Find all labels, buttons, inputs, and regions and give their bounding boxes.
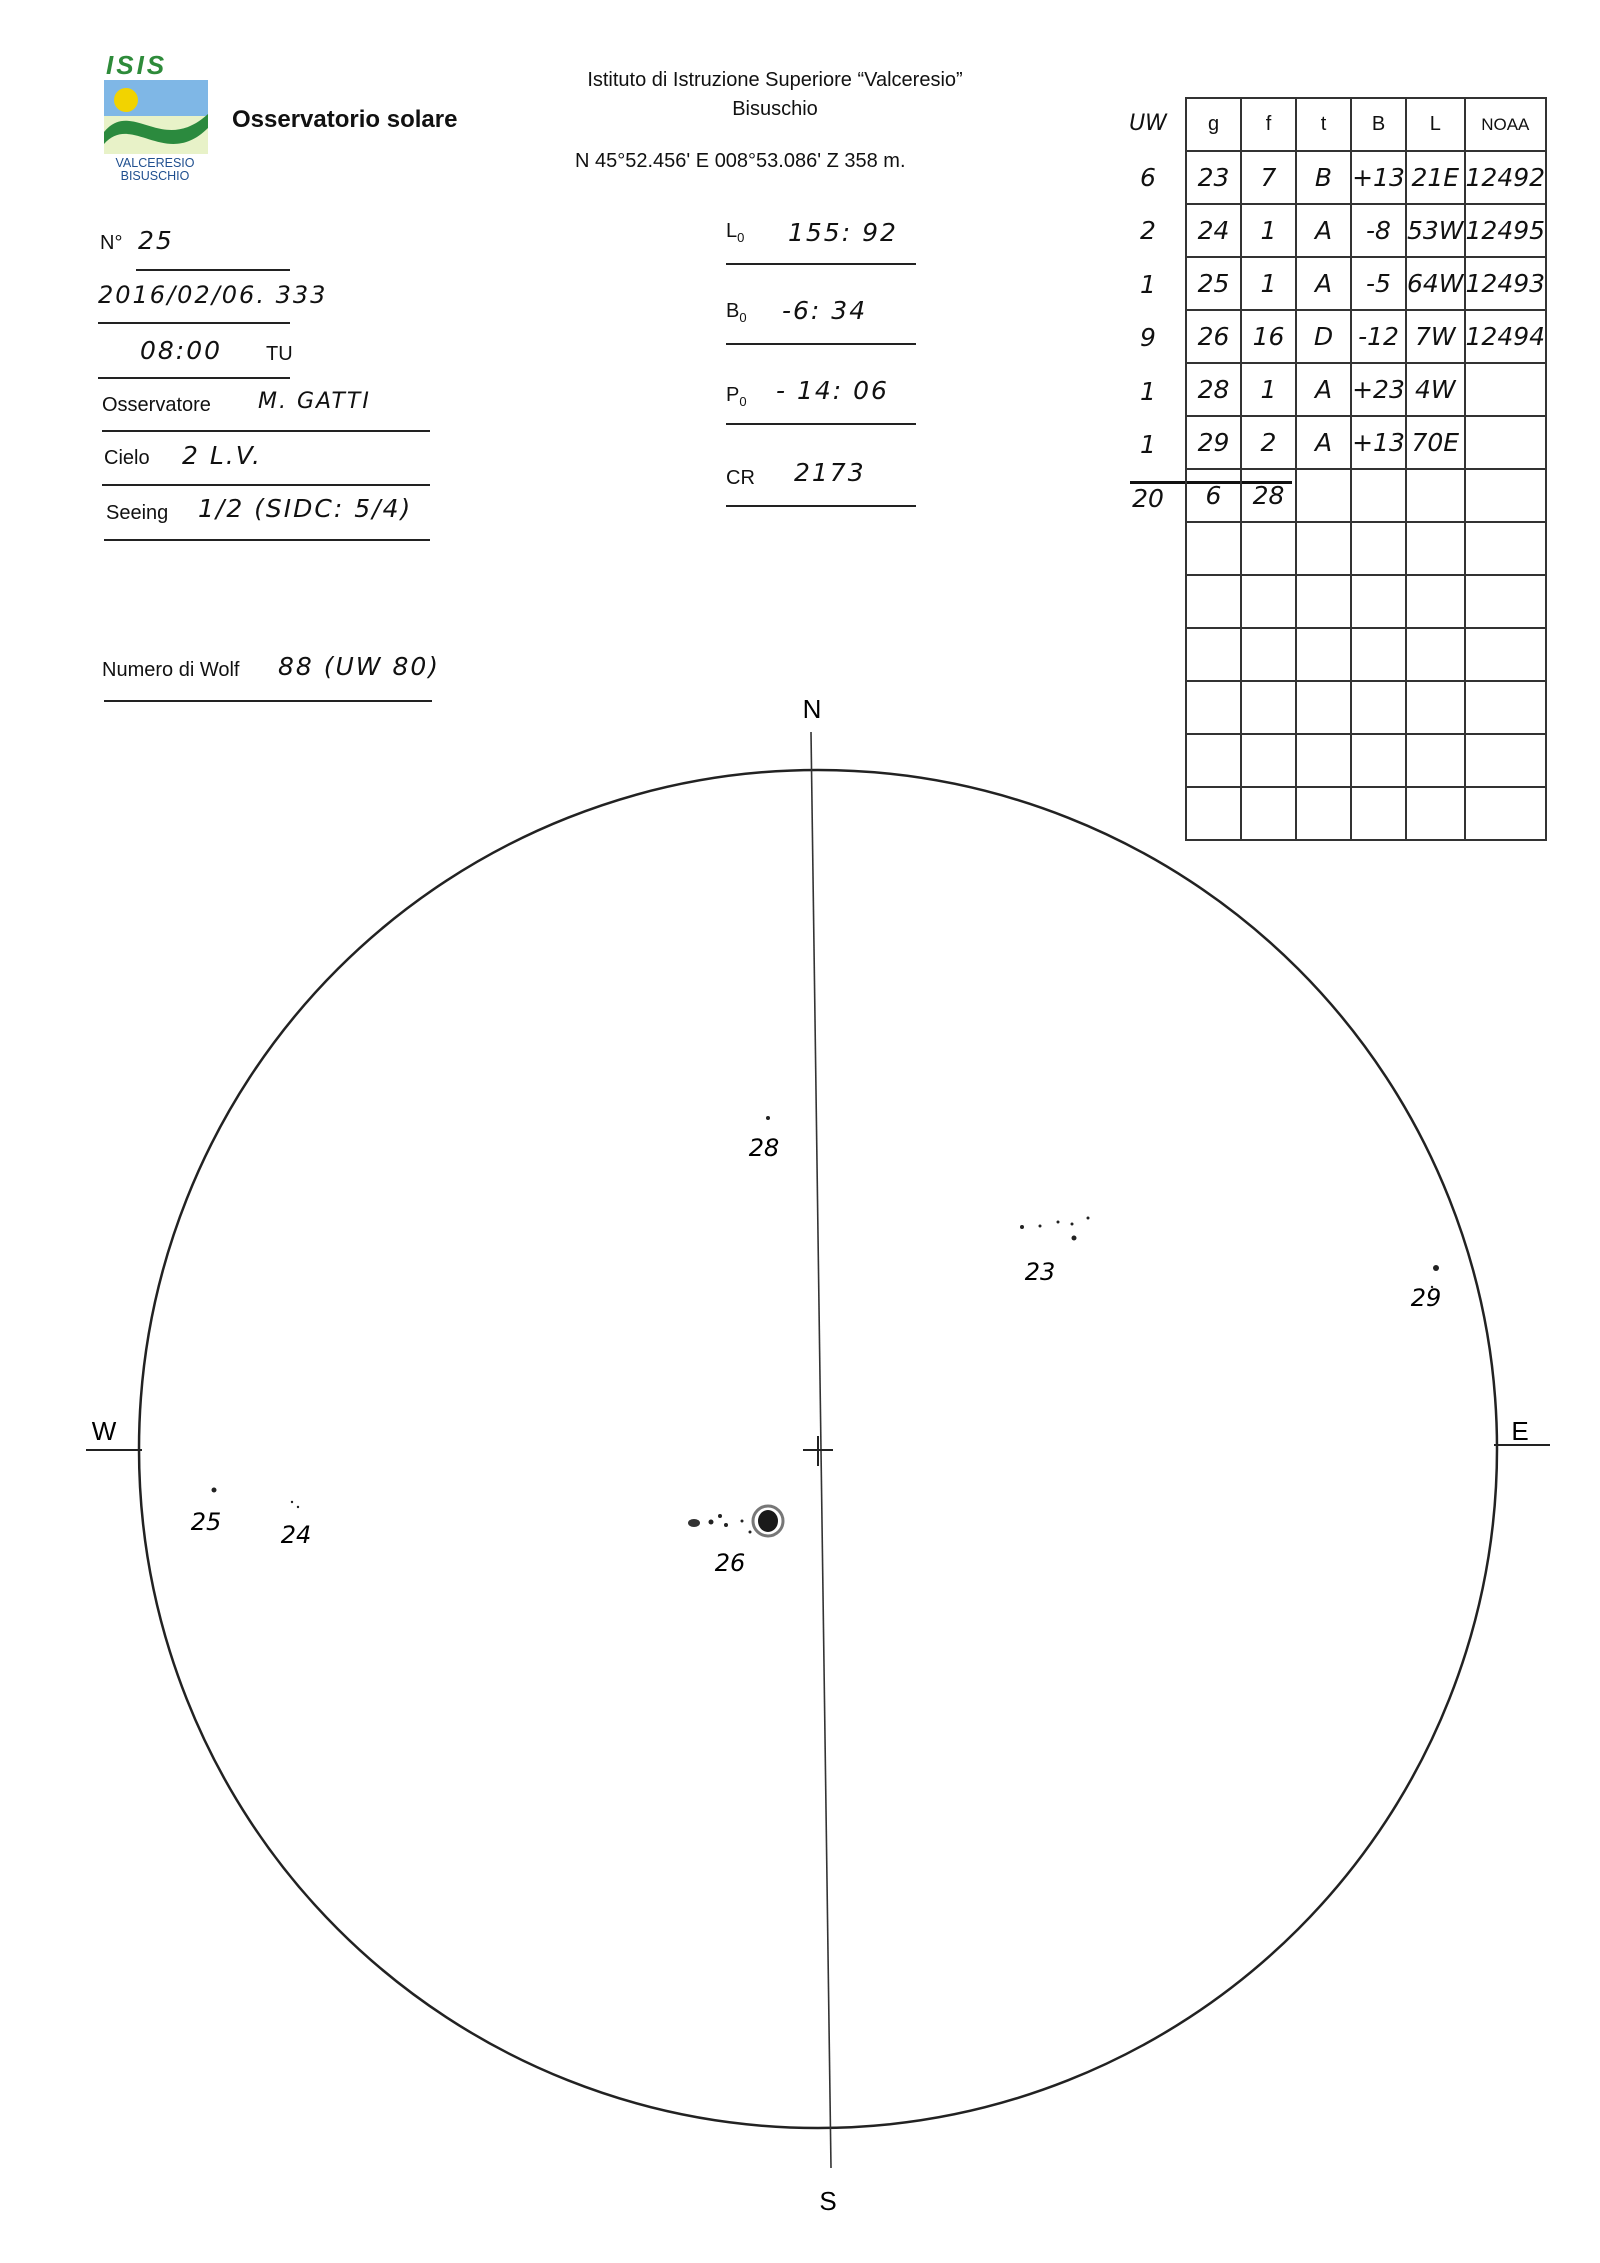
sunspot [749, 1531, 752, 1534]
east-label: E [1511, 1416, 1529, 1446]
cell-f: 1 [1241, 363, 1296, 416]
cell-t: D [1296, 310, 1351, 363]
sunspot [758, 1510, 778, 1532]
cell-t: A [1296, 257, 1351, 310]
cell-l: 7W [1406, 310, 1465, 363]
l0-value: 155: 92 [788, 218, 898, 247]
cell-f: 16 [1241, 310, 1296, 363]
cell-f: 1 [1241, 204, 1296, 257]
cell-l: 4W [1406, 363, 1465, 416]
sunspot [1072, 1236, 1077, 1241]
sunspot [1057, 1221, 1060, 1224]
uw-value: 1 [1140, 269, 1156, 299]
sunspot [1433, 1265, 1439, 1271]
wolf-label: Numero di Wolf [102, 659, 240, 681]
sky-value: 2 L.V. [182, 441, 262, 470]
cell-g: 25 [1186, 257, 1241, 310]
cell-f: 1 [1241, 257, 1296, 310]
group-label-28: 28 [748, 1134, 780, 1162]
observer-value: M. GATTI [258, 389, 371, 414]
header-noaa: NOAA [1465, 98, 1547, 151]
logo-text: ISIS [106, 50, 168, 80]
sunspot [291, 1501, 293, 1503]
sunspot [709, 1520, 714, 1525]
p0-value: - 14: 06 [776, 376, 889, 405]
p0-label: $P_0$ [726, 384, 747, 409]
group-label-25: 25 [190, 1508, 222, 1536]
total-g: 6 [1186, 469, 1241, 522]
cell-g: 24 [1186, 204, 1241, 257]
cell-l: 53W [1406, 204, 1465, 257]
cell-g: 29 [1186, 416, 1241, 469]
sunspot [741, 1520, 744, 1523]
cell-l: 64W [1406, 257, 1465, 310]
cell-t: B [1296, 151, 1351, 204]
cell-l: 70E [1406, 416, 1465, 469]
cell-t: A [1296, 416, 1351, 469]
group-label-26: 26 [714, 1549, 746, 1577]
sunspot [212, 1488, 217, 1493]
logo-caption: VALCERESIO BISUSCHIO [115, 156, 195, 183]
seeing-label: Seeing [106, 502, 169, 524]
cell-f: 7 [1241, 151, 1296, 204]
cell-t: A [1296, 204, 1351, 257]
cell-f: 2 [1241, 416, 1296, 469]
sunspot [1087, 1217, 1090, 1220]
sunspot [1071, 1223, 1074, 1226]
total-f: 28 [1241, 469, 1296, 522]
uw-value: 9 [1140, 323, 1156, 353]
b0-value: -6: 34 [782, 296, 868, 325]
uw-value: 2 [1140, 216, 1156, 246]
cell-g: 28 [1186, 363, 1241, 416]
cell-t: A [1296, 363, 1351, 416]
group-label-23: 23 [1024, 1258, 1056, 1286]
cell-b: +13 [1351, 416, 1406, 469]
cell-g: 26 [1186, 310, 1241, 363]
cell-noaa: 12494 [1465, 310, 1547, 363]
cell-b: +13 [1351, 151, 1406, 204]
cell-g: 23 [1186, 151, 1241, 204]
cell-b: -12 [1351, 310, 1406, 363]
uw-total: 20 [1132, 483, 1164, 513]
sky-label: Cielo [104, 447, 150, 469]
b0-label: $B_0$ [726, 300, 747, 325]
cell-l: 21E [1406, 151, 1465, 204]
cell-b: +23 [1351, 363, 1406, 416]
school-header: Istituto di Istruzione Superiore “Valceresio” Bisuschio [587, 69, 963, 120]
seeing-value: 1/2 (SIDC: 5/4) [198, 494, 413, 523]
uw-value: 6 [1140, 162, 1156, 192]
time-unit: TU [266, 343, 293, 365]
uw-value: 1 [1140, 430, 1156, 460]
time-value: 08:00 [140, 336, 223, 365]
uw-value: 1 [1140, 376, 1156, 406]
header-t: t [1296, 98, 1351, 151]
sunspot [724, 1523, 728, 1527]
group-label-29: 29 [1410, 1284, 1442, 1312]
sunspot [766, 1116, 770, 1120]
header-b: B [1351, 98, 1406, 151]
number-value: 25 [138, 226, 174, 255]
cell-b: -8 [1351, 204, 1406, 257]
north-label: N [802, 694, 822, 724]
cell-b: -5 [1351, 257, 1406, 310]
observatory-title: Osservatorio solare [232, 106, 458, 133]
sunspot [1020, 1225, 1024, 1229]
site-coordinates: N 45°52.456' E 008°53.086' Z 358 m. [575, 150, 906, 172]
sunspot [297, 1506, 299, 1508]
group-label-24: 24 [280, 1521, 312, 1549]
cell-noaa: 12493 [1465, 257, 1547, 310]
sunspot [1039, 1225, 1042, 1228]
south-label: S [819, 2186, 837, 2216]
cr-value: 2173 [794, 458, 866, 487]
west-label: W [91, 1416, 117, 1446]
number-label: N° [100, 232, 123, 254]
observer-label: Osservatore [102, 394, 211, 416]
cr-label: CR [726, 467, 755, 489]
header-g: g [1186, 98, 1241, 151]
sunspot [688, 1519, 700, 1527]
cell-noaa: 12492 [1465, 151, 1547, 204]
date-value: 2016/02/06. 333 [98, 281, 328, 309]
header-l: L [1406, 98, 1465, 151]
sunspot [718, 1514, 722, 1518]
cell-noaa: 12495 [1465, 204, 1547, 257]
header-f: f [1241, 98, 1296, 151]
l0-label: $L_0$ [726, 220, 745, 245]
uw-header: UW [1129, 111, 1167, 137]
wolf-value: 88 (UW 80) [278, 652, 441, 681]
